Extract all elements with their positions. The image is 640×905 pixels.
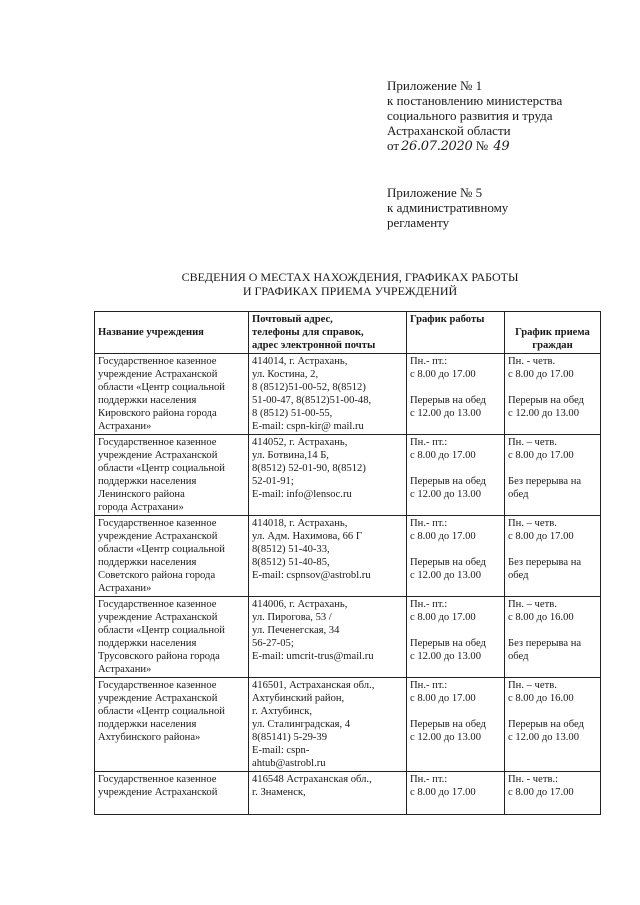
cell-address xyxy=(249,772,407,815)
cell-reception xyxy=(505,435,601,516)
cell-line: с 12.00 до 13.00 xyxy=(410,732,482,743)
cell-line: области «Центр социальной xyxy=(98,463,225,474)
cell-line: с 8.00 до 17.00 xyxy=(410,693,476,704)
cell-line: 414014, г. Астрахань, xyxy=(252,356,348,367)
cell-line: с 8.00 до 17.00 xyxy=(410,531,476,542)
cell-line: с 12.00 до 13.00 xyxy=(410,570,482,581)
cell-line: Государственное казенное xyxy=(98,437,217,448)
cell-line: E-mail: info@lensoc.ru xyxy=(252,489,352,500)
table-row xyxy=(95,678,601,772)
cell-reception xyxy=(505,354,601,435)
cell-line: Пн. – четв. xyxy=(508,437,557,448)
cell-name xyxy=(95,597,249,678)
cell-line: учреждение Астраханской xyxy=(98,531,218,542)
cell-work xyxy=(407,354,505,435)
cell-line: с 8.00 до 17.00 xyxy=(410,450,476,461)
cell-line: с 12.00 до 13.00 xyxy=(410,408,482,419)
header-address-line: Почтовый адрес, xyxy=(252,314,333,325)
cell-line: Пн.- пт.: xyxy=(410,599,448,610)
cell-line xyxy=(508,705,597,718)
cell-line xyxy=(410,462,501,475)
cell-line xyxy=(508,624,597,637)
header-name: Название учреждения xyxy=(95,312,249,354)
cell-line: Пн. - четв.: xyxy=(508,774,559,785)
cell-line: Пн.- пт.: xyxy=(410,774,448,785)
number-sign: № xyxy=(475,138,489,153)
cell-line: 8 (8512)51-00-52, 8(8512) xyxy=(252,382,366,393)
handwritten-date: 26.07.2020 xyxy=(401,139,473,154)
cell-line: ул. Адм. Нахимова, 66 Г xyxy=(252,531,363,542)
cell-line: Ахтубинского района» xyxy=(98,732,201,743)
cell-reception xyxy=(505,597,601,678)
cell-line: Пн.- пт.: xyxy=(410,518,448,529)
document-title xyxy=(100,270,600,298)
cell-line: учреждение Астраханской xyxy=(98,787,218,798)
cell-work xyxy=(407,597,505,678)
cell-address xyxy=(249,678,407,772)
cell-work xyxy=(407,772,505,815)
cell-line: 51-00-47, 8(8512)51-00-48, xyxy=(252,395,372,406)
cell-line: Астрахани» xyxy=(98,421,152,432)
cell-line: поддержки населения xyxy=(98,719,197,730)
appendix-5-line: Приложение № 5 xyxy=(387,185,483,200)
cell-name xyxy=(95,772,249,815)
cell-line: 416548 Астраханская обл., xyxy=(252,774,372,785)
cell-line: поддержки населения xyxy=(98,395,197,406)
cell-line: Перерыв на обед xyxy=(410,719,486,730)
cell-line: поддержки населения xyxy=(98,557,197,568)
cell-line: с 12.00 до 13.00 xyxy=(410,489,482,500)
cell-reception xyxy=(505,516,601,597)
cell-line: ул. Печенегская, 34 xyxy=(252,625,340,636)
cell-line: с 12.00 до 13.00 xyxy=(410,651,482,662)
cell-line: Перерыв на обед xyxy=(410,557,486,568)
header-address xyxy=(249,312,407,354)
cell-line: Трусовского района города xyxy=(98,651,220,662)
cell-line: учреждение Астраханской xyxy=(98,693,218,704)
appendix-5-line: регламенту xyxy=(387,215,450,230)
cell-line: E-mail: umcrit-trus@mail.ru xyxy=(252,651,374,662)
date-prefix: от xyxy=(387,138,400,153)
cell-line: 414052, г. Астрахань, xyxy=(252,437,348,448)
cell-line xyxy=(508,543,597,556)
handwritten-number: 49 xyxy=(493,139,510,154)
cell-line xyxy=(410,624,501,637)
cell-line: 56-27-05; xyxy=(252,638,294,649)
cell-line: 8 (8512) 51-00-55, xyxy=(252,408,333,419)
cell-line xyxy=(508,462,597,475)
cell-line: 8(8512) 51-40-85, xyxy=(252,557,330,568)
cell-work xyxy=(407,516,505,597)
cell-work xyxy=(407,678,505,772)
appendix-1-line: к постановлению министерства xyxy=(387,93,563,108)
cell-line: Перерыв на обед xyxy=(410,476,486,487)
cell-address xyxy=(249,435,407,516)
cell-line: с 8.00 до 17.00 xyxy=(508,787,574,798)
cell-line: ahtub@astrobl.ru xyxy=(252,758,326,769)
appendix-1-line: Астраханской области xyxy=(387,123,511,138)
table-header-row xyxy=(95,312,601,354)
cell-line: с 8.00 до 17.00 xyxy=(508,531,574,542)
appendix-5-block xyxy=(387,185,627,230)
cell-line: области «Центр социальной xyxy=(98,706,225,717)
cell-line: Без перерыва на xyxy=(508,638,582,649)
cell-line: с 8.00 до 17.00 xyxy=(508,450,574,461)
cell-line: обед xyxy=(508,651,529,662)
cell-line: Ахтубинский район, xyxy=(252,693,345,704)
cell-line: ул. Костина, 2, xyxy=(252,369,319,380)
cell-line: Перерыв на обед xyxy=(410,395,486,406)
cell-line: с 8.00 до 17.00 xyxy=(508,369,574,380)
cell-line: Государственное казенное xyxy=(98,518,217,529)
cell-line xyxy=(410,543,501,556)
cell-work xyxy=(407,435,505,516)
cell-line: с 8.00 до 17.00 xyxy=(410,787,476,798)
cell-reception xyxy=(505,772,601,815)
institutions-table xyxy=(94,311,601,815)
cell-line: Перерыв на обед xyxy=(508,719,584,730)
cell-name xyxy=(95,516,249,597)
cell-line: Пн.- пт.: xyxy=(410,437,448,448)
cell-name xyxy=(95,435,249,516)
appendix-1-line: социального развития и труда xyxy=(387,108,553,123)
header-address-line: телефоны для справок, xyxy=(252,327,364,338)
table-row xyxy=(95,354,601,435)
cell-line: учреждение Астраханской xyxy=(98,612,218,623)
cell-line: ул. Ботвина,14 Б, xyxy=(252,450,329,461)
cell-line: города Астрахани» xyxy=(98,502,184,513)
cell-line: Государственное казенное xyxy=(98,680,217,691)
cell-line xyxy=(410,705,501,718)
cell-line: E-mail: cspn-kir@ mail.ru xyxy=(252,421,364,432)
cell-line xyxy=(410,381,501,394)
cell-line: г. Ахтубинск, xyxy=(252,706,313,717)
header-reception: График приема граждан xyxy=(505,312,601,354)
cell-line: с 12.00 до 13.00 xyxy=(508,408,580,419)
cell-line: Астрахани» xyxy=(98,583,152,594)
cell-line: 416501, Астраханская обл., xyxy=(252,680,375,691)
cell-line: Перерыв на обед xyxy=(410,638,486,649)
cell-line: учреждение Астраханской xyxy=(98,369,218,380)
cell-line: Пн. - четв. xyxy=(508,356,556,367)
cell-line: 414018, г. Астрахань, xyxy=(252,518,348,529)
cell-line: Пн. – четв. xyxy=(508,680,557,691)
cell-line: области «Центр социальной xyxy=(98,625,225,636)
cell-line: Государственное казенное xyxy=(98,599,217,610)
cell-reception xyxy=(505,678,601,772)
cell-line: Ленинского района xyxy=(98,489,185,500)
cell-line: области «Центр социальной xyxy=(98,382,225,393)
cell-line: Пн. – четв. xyxy=(508,599,557,610)
cell-line: Государственное казенное xyxy=(98,356,217,367)
title-line-1: СВЕДЕНИЯ О МЕСТАХ НАХОЖДЕНИЯ, ГРАФИКАХ РАБОТЫ xyxy=(181,270,519,284)
cell-name xyxy=(95,678,249,772)
cell-address xyxy=(249,516,407,597)
table-row xyxy=(95,516,601,597)
header-work: График работы xyxy=(407,312,505,354)
cell-line: 52-01-91; xyxy=(252,476,294,487)
cell-line: ул. Сталинградская, 4 xyxy=(252,719,351,730)
cell-line: г. Знаменск, xyxy=(252,787,306,798)
appendix-5-line: к административному xyxy=(387,200,509,215)
cell-line: Государственное казенное xyxy=(98,774,217,785)
appendix-1-block xyxy=(387,78,627,154)
appendix-1-line: Приложение № 1 xyxy=(387,78,483,93)
cell-line: с 8.00 до 17.00 xyxy=(410,612,476,623)
cell-line: поддержки населения xyxy=(98,476,197,487)
cell-line: с 8.00 до 16.00 xyxy=(508,693,574,704)
cell-line xyxy=(508,381,597,394)
cell-line: 414006, г. Астрахань, xyxy=(252,599,348,610)
cell-address xyxy=(249,354,407,435)
cell-line: Без перерыва на xyxy=(508,476,582,487)
cell-line: ул. Пирогова, 53 / xyxy=(252,612,332,623)
cell-line: 8(8512) 51-40-33, xyxy=(252,544,330,555)
cell-line: E-mail: cspnsov@astrobl.ru xyxy=(252,570,371,581)
cell-address xyxy=(249,597,407,678)
cell-name xyxy=(95,354,249,435)
cell-line: Пн. – четв. xyxy=(508,518,557,529)
cell-line: учреждение Астраханской xyxy=(98,450,218,461)
cell-line: 8(85141) 5-29-39 xyxy=(252,732,328,743)
title-line-2: И ГРАФИКАХ ПРИЕМА УЧРЕЖДЕНИЙ xyxy=(242,284,458,298)
cell-line: обед xyxy=(508,489,529,500)
cell-line: E-mail: cspn- xyxy=(252,745,310,756)
table-row xyxy=(95,435,601,516)
cell-line: 8(8512) 52-01-90, 8(8512) xyxy=(252,463,366,474)
cell-line: с 8.00 до 17.00 xyxy=(410,369,476,380)
cell-line: Пн.- пт.: xyxy=(410,356,448,367)
cell-line: Перерыв на обед xyxy=(508,395,584,406)
table-row xyxy=(95,772,601,815)
cell-line: Пн.- пт.: xyxy=(410,680,448,691)
cell-line: области «Центр социальной xyxy=(98,544,225,555)
cell-line: поддержки населения xyxy=(98,638,197,649)
cell-line: с 12.00 до 13.00 xyxy=(508,732,580,743)
cell-line: обед xyxy=(508,570,529,581)
cell-line: с 8.00 до 16.00 xyxy=(508,612,574,623)
header-address-line: адрес электронной почты xyxy=(252,340,376,351)
cell-line: Советского района города xyxy=(98,570,216,581)
appendix-1-date-line xyxy=(387,138,627,154)
cell-line: Астрахани» xyxy=(98,664,152,675)
table-row xyxy=(95,597,601,678)
cell-line: Без перерыва на xyxy=(508,557,582,568)
cell-line: Кировского района города xyxy=(98,408,217,419)
